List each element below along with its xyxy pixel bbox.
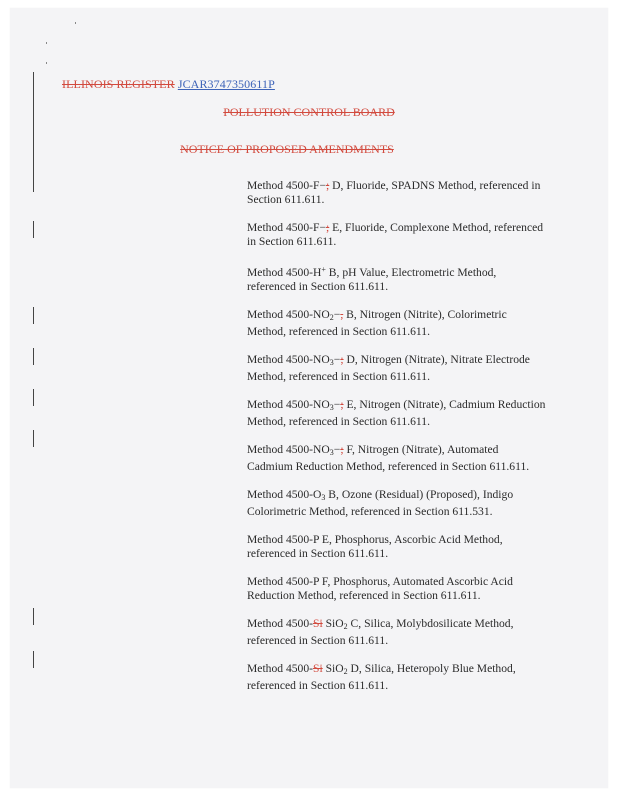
list-item: Method $4500-NO_3-$; D, Nitrogen (Nitrate), Nitrate Electrode Method, referenced in Section 611.611. [247,353,530,384]
list-item: Method $4500-O_3$ B, Ozone (Residual) (Proposed), Indigo Colorimetric Method, referenced in Section 611.531. [247,488,514,519]
change-bar [33,221,34,238]
notice-title-text: NOTICE OF PROPOSED AMENDMENTS [180,142,394,156]
method-list [247,179,547,707]
list-item: Method $4500-NO_3-$; F, Nitrogen (Nitrate), Automated Cadmium Reduction Method, referenced in Section 611.611. [247,443,530,474]
notice-title [0,142,586,157]
register-inserted-text: JCAR3747350611P [177,77,275,91]
scan-speck [46,62,47,64]
change-bar [33,651,34,668]
list-item: Method 4500-P F, Phosphorus, Automated Ascorbic Acid Reduction Method, referenced in Section 611.611. [247,575,513,603]
register-header [62,77,275,92]
list-item: Method 4500-Si SiO$_2$ D, Silica, Heteropoly Blue Method, referenced in Section 611.611. [247,662,516,693]
list-item: Method 4500-F−; E, Fluoride, Complexone Method, referenced in Section 611.611. [247,221,544,249]
board-title-text: POLLUTION CONTROL BOARD [223,105,395,119]
document-page [10,8,608,788]
change-bar [33,307,34,324]
list-item: Method 4500-H+ B, pH Value, Electrometric Method, referenced in Section 611.611. [247,265,497,294]
change-bar [33,389,34,406]
list-item: Method $4500-NO_3-$; E, Nitrogen (Nitrate), Cadmium Reduction Method, referenced in Section 611.611. [247,398,546,429]
register-struck-text: ILLINOIS REGISTER [62,77,175,91]
change-bar [33,608,34,625]
change-bar [33,430,34,447]
board-title [10,105,608,120]
list-item: Method 4500-P E, Phosphorus, Ascorbic Acid Method, referenced in Section 611.611. [247,533,503,561]
list-item: Method 4500-F−; D, Fluoride, SPADNS Method, referenced in Section 611.611. [247,179,541,207]
list-item: Method $4500-NO_2-$, B, Nitrogen (Nitrite), Colorimetric Method, referenced in Section 611.611. [247,308,507,339]
scan-speck [46,42,47,44]
scan-speck [75,22,76,24]
list-item: Method 4500-Si SiO$_2$ C, Silica, Molybdosilicate Method, referenced in Section 611.611. [247,617,514,648]
change-bar [33,72,34,192]
change-bar [33,348,34,365]
